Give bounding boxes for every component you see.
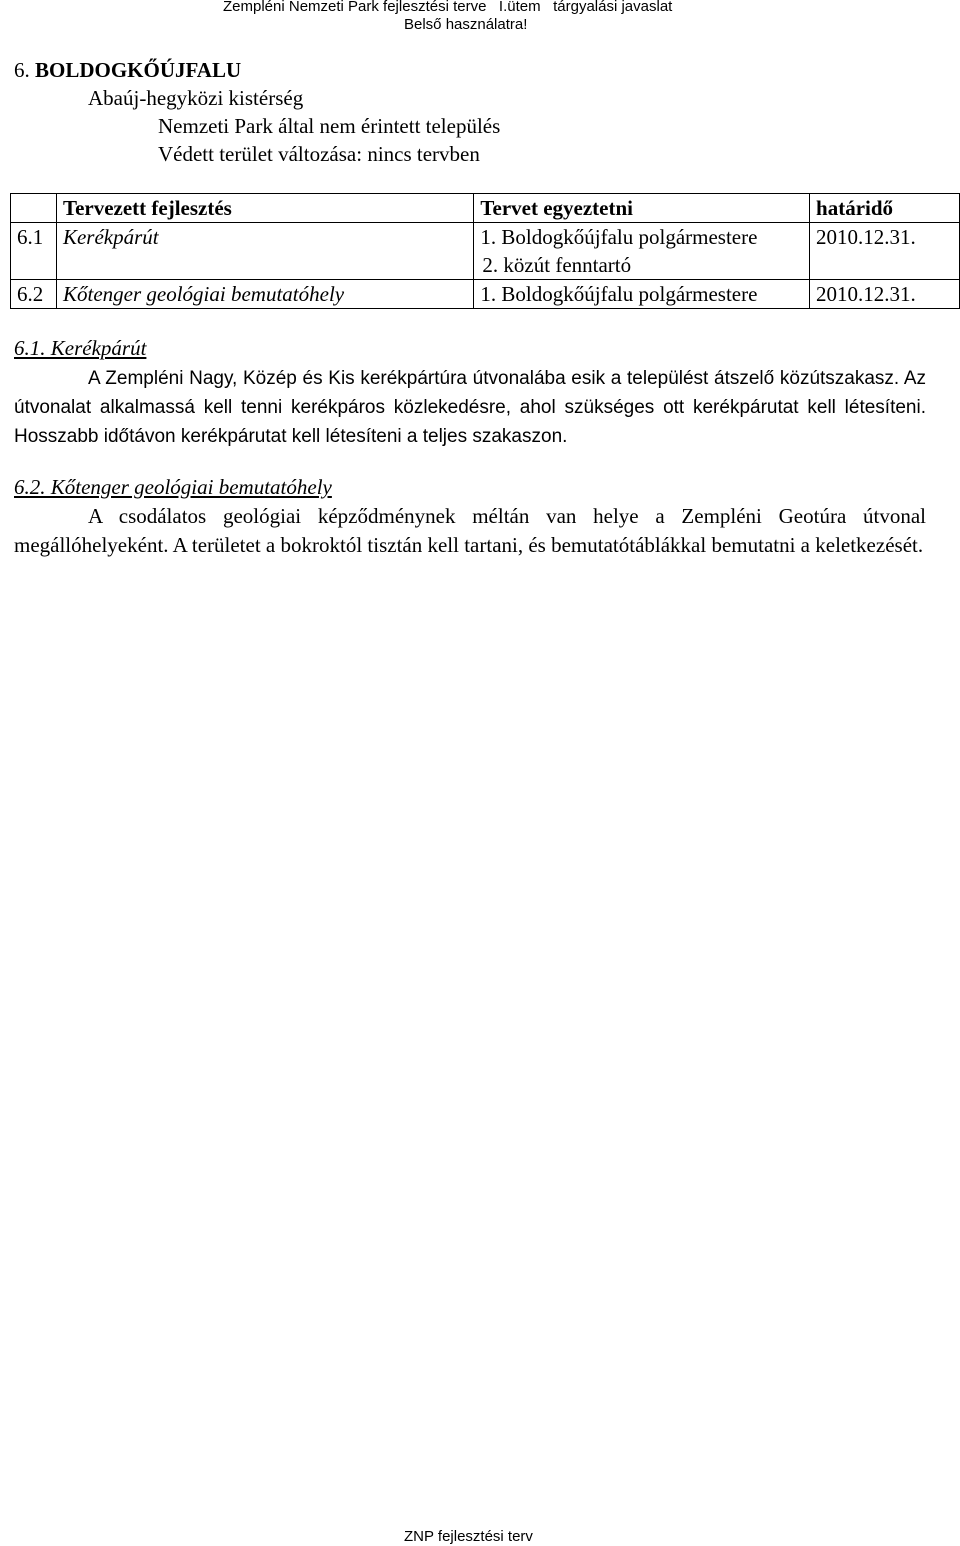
row-deadline: 2010.12.31. — [810, 223, 960, 280]
section-region: Abaúj-hegyközi kistérség — [88, 86, 304, 110]
subsection-text: A csodálatos geológiai képződménynek méltán van helye a Zempléni Geotúra útvonal megállóhelyeként. A területet a bokroktól tisztán kell tartani, és bemutatótáblákkal bemutatni a keletkezését. — [14, 504, 926, 557]
section-name: BOLDOGKŐÚJFALU — [35, 58, 242, 82]
subsection-title: 6.1. Kerékpárút — [14, 336, 147, 360]
subsection-title: 6.2. Kőtenger geológiai bemutatóhely — [14, 475, 332, 499]
section-title — [14, 58, 241, 83]
table-header-deadline: határidő — [810, 194, 960, 223]
row-number: 6.2 — [11, 280, 57, 309]
table-header-row — [11, 194, 960, 223]
page-footer: ZNP fejlesztési terv — [404, 1528, 533, 1545]
consult-item: 1. Boldogkőújfalu polgármestere — [480, 225, 758, 249]
consult-item: 1. Boldogkőújfalu polgármestere — [480, 282, 758, 306]
row-consult — [474, 223, 810, 280]
table-row — [11, 280, 960, 309]
table-header-num — [11, 194, 57, 223]
subsection-text: A Zempléni Nagy, Közép és Kis kerékpártúra útvonalába esik a települést átszelő közútszakasz. Az útvonalat alkalmassá kell tenni kerékpáros közlekedésre, ahol szükséges ott kerékpárutat kell létesíteni. Hosszabb időtávon kerékpárutat kell létesíteni a teljes szakaszon. — [14, 368, 926, 447]
table-header-consult: Tervet egyeztetni — [474, 194, 810, 223]
consult-item: 2. közút fenntartó — [482, 253, 632, 277]
row-consult — [474, 280, 810, 309]
header-title: Zempléni Nemzeti Park fejlesztési terve I.ütem tárgyalási javaslat — [223, 0, 673, 15]
header-notice: Belső használatra! — [404, 16, 528, 33]
row-development: Kőtenger geológiai bemutatóhely — [56, 280, 473, 309]
row-development: Kerékpárút — [56, 223, 473, 280]
row-number: 6.1 — [11, 223, 57, 280]
table-row — [11, 223, 960, 280]
section-number: 6. — [14, 58, 30, 82]
section-protected-area: Védett terület változása: nincs tervben — [158, 142, 480, 166]
section-status: Nemzeti Park által nem érintett település — [158, 114, 501, 138]
table-header-development: Tervezett fejlesztés — [56, 194, 473, 223]
development-plan-table — [10, 193, 960, 309]
row-deadline: 2010.12.31. — [810, 280, 960, 309]
